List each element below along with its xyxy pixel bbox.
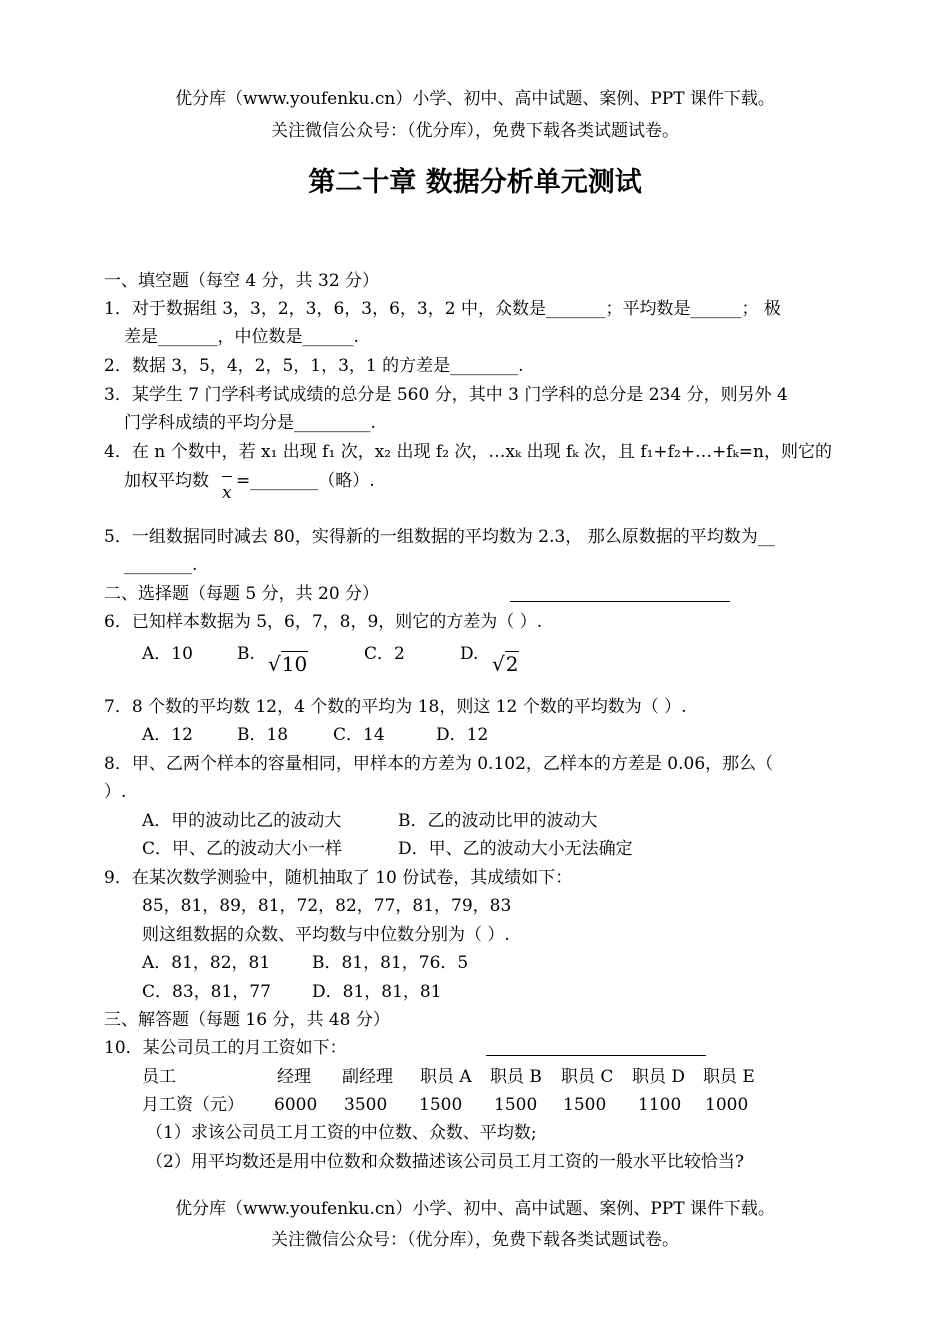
sqrt-2-radicand: 2 bbox=[505, 652, 519, 676]
question-6: 6．已知样本数据为 5，6，7，8，9，则它的方差为（ ）. bbox=[104, 612, 543, 632]
section-2-heading: 二、选择题（每题 5 分，共 20 分） bbox=[104, 584, 380, 604]
question-7-option-d: D．12 bbox=[436, 725, 489, 745]
question-6-option-c: C．2 bbox=[364, 644, 405, 664]
header-line-2: 关注微信公众号：（优分库），免费下载各类试题试卷。 bbox=[271, 121, 679, 141]
question-10: 10．某公司员工的月工资如下： bbox=[104, 1038, 347, 1058]
question-9-ask: 则这组数据的众数、平均数与中位数分别为（ ）. bbox=[142, 925, 510, 945]
footer-line-2: 关注微信公众号：（优分库），免费下载各类试题试卷。 bbox=[271, 1230, 679, 1250]
question-4-line-2-suffix: =________（略）. bbox=[236, 471, 375, 491]
header-line-1: 优分库（www.youfenku.cn）小学、初中、高中试题、案例、PPT 课件下载。 bbox=[175, 89, 775, 109]
question-6-option-b: B. bbox=[237, 644, 255, 664]
x-bar-symbol bbox=[222, 484, 232, 502]
question-8-option-d: D．甲、乙的波动大小无法确定 bbox=[398, 839, 633, 859]
question-5-line-2: ________. bbox=[124, 555, 198, 575]
table-header-cell: 职员 E bbox=[703, 1067, 755, 1087]
question-9-option-c: C．83，81，77 bbox=[142, 982, 271, 1002]
question-8-option-b: B．乙的波动比甲的波动大 bbox=[398, 811, 598, 831]
question-8-option-c: C．甲、乙的波动大小一样 bbox=[142, 839, 343, 859]
question-1-line-1: 1．对于数据组 3，3，2，3，6，3，6，3，2 中，众数是_______；平均数是______； 极 bbox=[104, 299, 781, 319]
question-3-line-1: 3．某学生 7 门学科考试成绩的总分是 560 分，其中 3 门学科的总分是 234 分，则另外 4 bbox=[104, 385, 788, 405]
question-4-line-2-prefix: 加权平均数 bbox=[124, 471, 209, 491]
question-9-option-b: B．81，81，76．5 bbox=[312, 953, 469, 973]
table-header-cell: 员工 bbox=[142, 1067, 176, 1087]
table-header-cell: 职员 A bbox=[420, 1067, 472, 1087]
question-3-line-2: 门学科成绩的平均分是_________. bbox=[124, 413, 376, 433]
score-underline-2 bbox=[486, 1055, 706, 1056]
table-header-cell: 副经理 bbox=[342, 1067, 393, 1087]
table-cell: 1000 bbox=[705, 1095, 749, 1115]
x-bar-overline bbox=[222, 476, 232, 477]
question-6-option-d: D. bbox=[460, 644, 479, 664]
section-3-heading: 三、解答题（每题 16 分，共 48 分） bbox=[104, 1010, 390, 1030]
question-1-line-2: 差是_______，中位数是______. bbox=[124, 327, 359, 347]
question-7-option-b: B．18 bbox=[237, 725, 289, 745]
question-5-line-1: 5．一组数据同时减去 80，实得新的一组数据的平均数为 2.3， 那么原数据的平均数为__ bbox=[104, 527, 775, 547]
question-10-sub-1: （1）求该公司员工月工资的中位数、众数、平均数; bbox=[146, 1123, 537, 1143]
question-7-option-a: A．12 bbox=[142, 725, 193, 745]
question-4-line-1: 4．在 n 个数中，若 x₁ 出现 f₁ 次，x₂ 出现 f₂ 次，…xₖ 出现 fₖ 次，且 f₁+f₂+…+fₖ=n，则它的 bbox=[104, 442, 832, 462]
sqrt-10: √10 bbox=[268, 652, 308, 676]
table-header-cell: 经理 bbox=[277, 1067, 311, 1087]
sqrt-10-radicand: 10 bbox=[281, 652, 308, 676]
question-8-option-a: A．甲的波动比乙的波动大 bbox=[142, 811, 342, 831]
page-title: 第二十章 数据分析单元测试 bbox=[308, 167, 642, 198]
question-9-option-a: A．81，82，81 bbox=[142, 953, 271, 973]
table-header-cell: 职员 C bbox=[561, 1067, 614, 1087]
question-9-data: 85，81，89，81，72，82，77，81，79，83 bbox=[142, 896, 512, 916]
question-8-line-1: 8．甲、乙两个样本的容量相同，甲样本的方差为 0.102，乙样本的方差是 0.06，那么（ bbox=[104, 754, 774, 774]
table-cell: 3500 bbox=[344, 1095, 388, 1115]
question-9-option-d: D．81，81，81 bbox=[312, 982, 442, 1002]
table-cell: 1500 bbox=[419, 1095, 463, 1115]
question-6-option-a: A．10 bbox=[142, 644, 193, 664]
question-9: 9．在某次数学测验中，随机抽取了 10 份试卷，其成绩如下： bbox=[104, 868, 573, 888]
score-underline-1 bbox=[510, 601, 730, 602]
question-10-sub-2: （2）用平均数还是用中位数和众数描述该公司员工月工资的一般水平比较恰当? bbox=[146, 1152, 744, 1172]
question-7: 7．8 个数的平均数 12，4 个数的平均为 18，则这 12 个数的平均数为（ ）. bbox=[104, 697, 687, 717]
footer-line-1: 优分库（www.youfenku.cn）小学、初中、高中试题、案例、PPT 课件下载。 bbox=[175, 1199, 775, 1219]
table-cell: 月工资（元） bbox=[142, 1095, 244, 1115]
table-cell: 1500 bbox=[494, 1095, 538, 1115]
table-cell: 1100 bbox=[638, 1095, 682, 1115]
question-8-line-2: ）. bbox=[104, 782, 127, 802]
table-cell: 1500 bbox=[563, 1095, 607, 1115]
x-bar-letter: x bbox=[222, 483, 232, 503]
section-1-heading: 一、填空题（每空 4 分，共 32 分） bbox=[104, 271, 380, 291]
table-header-cell: 职员 B bbox=[490, 1067, 542, 1087]
table-header-cell: 职员 D bbox=[632, 1067, 686, 1087]
question-2: 2．数据 3，5，4，2，5，1，3，1 的方差是________. bbox=[104, 356, 524, 376]
question-7-option-c: C．14 bbox=[333, 725, 385, 745]
table-cell: 6000 bbox=[274, 1095, 318, 1115]
sqrt-2: √2 bbox=[492, 652, 519, 676]
